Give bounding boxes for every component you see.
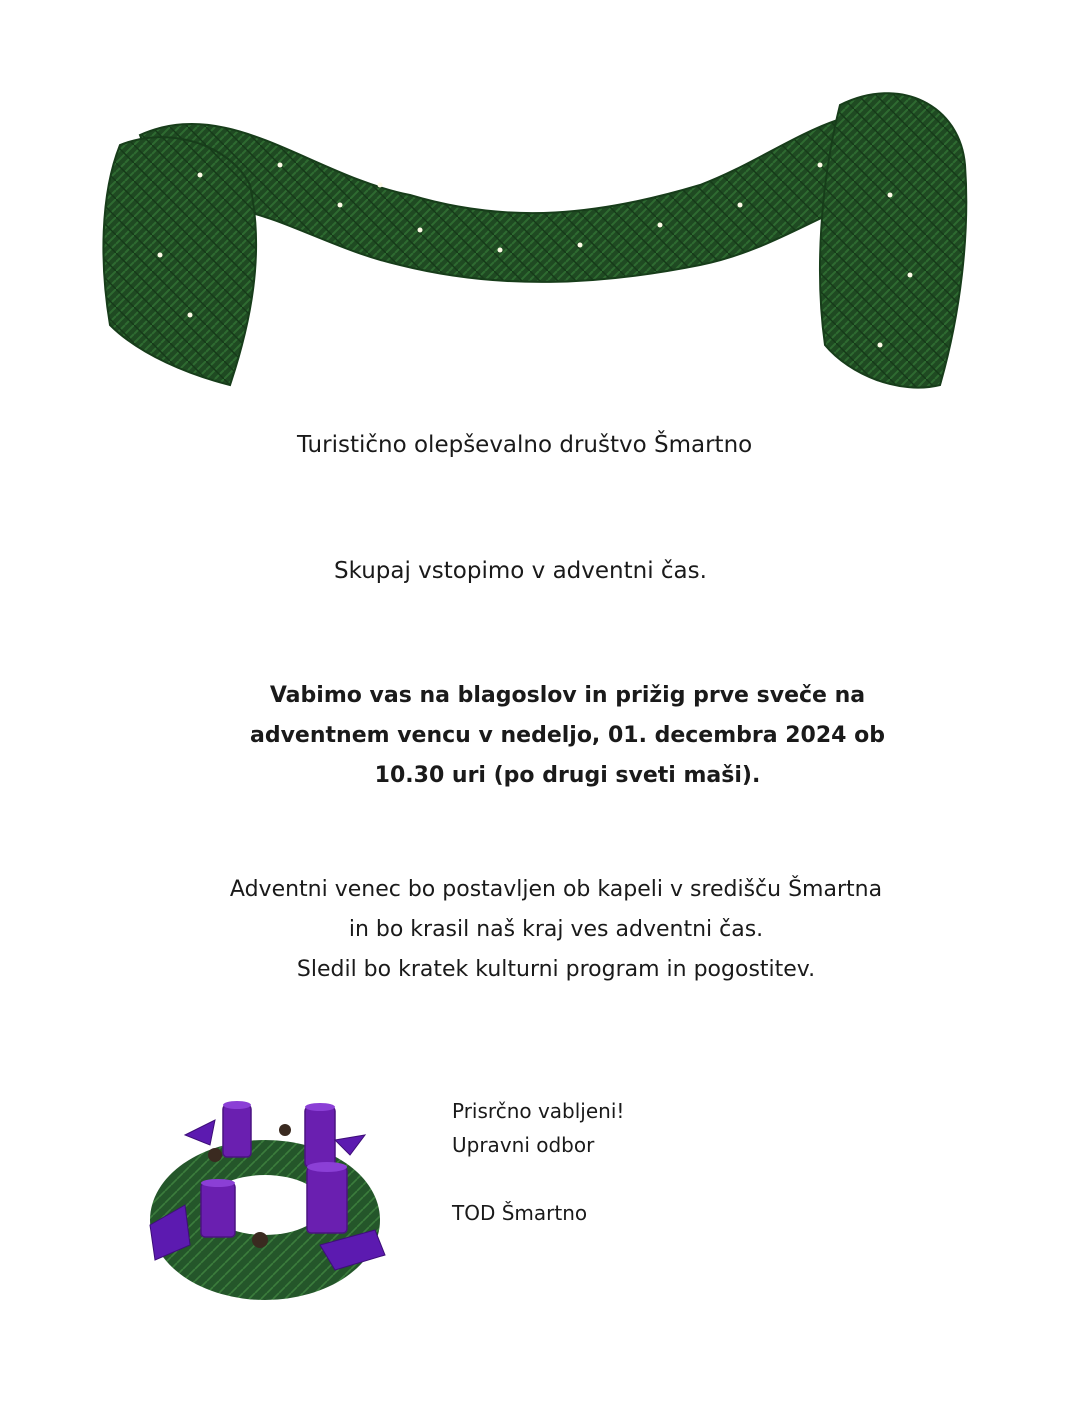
signature-org: TOD Šmartno — [452, 1201, 588, 1225]
christmas-garland-icon — [80, 55, 980, 415]
event-details — [0, 870, 1080, 990]
invitation-text — [0, 676, 1080, 796]
greeting: Prisrčno vabljeni! — [452, 1099, 625, 1123]
details-line: Sledil bo kratek kulturni program in pogostitev. — [296, 957, 816, 982]
details-line: in bo krasil naš kraj ves adventni čas. — [348, 917, 764, 942]
invitation-line: 10.30 uri (po drugi sveti maši). — [374, 763, 761, 788]
tagline: Skupaj vstopimo v adventni čas. — [334, 558, 707, 584]
board-name: Upravni odbor — [452, 1133, 595, 1157]
organization-name: Turistično olepševalno društvo Šmartno — [297, 432, 753, 458]
details-line: Adventni venec bo postavljen ob kapeli v središču Šmartna — [229, 877, 883, 902]
invitation-line: Vabimo vas na blagoslov in prižig prve sveče na — [269, 683, 866, 708]
spacer — [452, 1162, 624, 1196]
invitation-line: adventnem vencu v nedeljo, 01. decembra 2024 ob — [250, 723, 885, 748]
signature-block — [452, 1094, 624, 1230]
advent-wreath-icon — [135, 1095, 415, 1310]
